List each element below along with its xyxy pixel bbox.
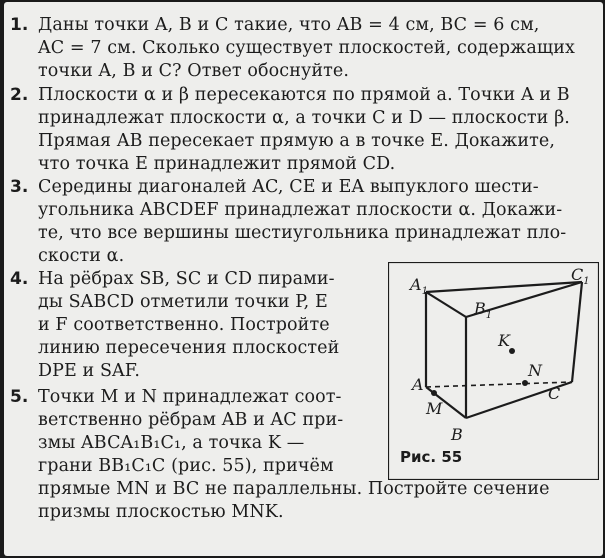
label-k: K	[498, 331, 510, 350]
label-b1: $B_1$	[474, 299, 493, 321]
problem-2	[10, 84, 570, 176]
label-c: C	[548, 384, 561, 403]
label-c1: $C_1$	[571, 265, 590, 287]
problem-number: 1.	[10, 15, 29, 35]
edge-a1c1	[426, 282, 582, 292]
problem-4	[10, 268, 339, 383]
problem-number: 2.	[10, 85, 29, 105]
problem-line: ды SABCD отметили точки P, E	[38, 292, 328, 312]
edge-a1b1	[426, 292, 466, 317]
label-n: N	[528, 361, 542, 380]
problem-number: 4.	[10, 269, 29, 289]
problem-line: те, что все вершины шестиугольника принадлежат пло-	[38, 223, 567, 243]
problem-number: 5.	[10, 387, 29, 407]
problem-line: Точки M и N принадлежат соот-	[38, 387, 342, 407]
problem-line: Даны точки A, B и C такие, что AB = 4 см, BC = 6 см,	[38, 15, 540, 35]
label-a1: $A_1$	[410, 275, 428, 297]
problem-line: точки A, B и C? Ответ обоснуйте.	[38, 61, 350, 81]
label-a: A	[412, 375, 424, 394]
problem-line: Прямая AB пересекает прямую a в точке E. Докажите,	[38, 131, 555, 151]
problem-line: AC = 7 см. Сколько существует плоскостей, содержащих	[38, 38, 575, 58]
problem-line: прямые MN и BC не параллельны. Постройте сечение	[38, 479, 550, 499]
problem-line: угольника ABCDEF принадлежат плоскости α. Докажи-	[38, 200, 563, 220]
edge-cc1	[572, 282, 582, 382]
figure-caption: Рис. 55	[400, 448, 463, 466]
problem-line: призмы плоскостью MNK.	[38, 502, 284, 522]
label-m: M	[426, 399, 443, 418]
problem-line: Середины диагоналей AC, CE и EA выпуклого шести-	[38, 177, 539, 197]
problem-line: DPE и SAF.	[38, 361, 140, 381]
problem-line: принадлежат плоскости α, а точки C и D — плоскости β.	[38, 108, 570, 128]
problem-number: 3.	[10, 177, 29, 197]
problem-line: скости α.	[38, 246, 125, 266]
textbook-page	[4, 2, 603, 556]
problem-line: На рёбрах SB, SC и CD пирами-	[38, 269, 335, 289]
point-n	[522, 380, 528, 386]
problem-line: грани BB₁C₁C (рис. 55), причём	[38, 456, 334, 476]
problem-line: Плоскости α и β пересекаются по прямой a. Точки A и B	[38, 85, 570, 105]
figure-frame	[389, 263, 599, 480]
problem-line: что точка E принадлежит прямой CD.	[38, 154, 396, 174]
label-b: B	[451, 425, 463, 444]
point-m	[431, 390, 437, 396]
problem-1	[10, 14, 575, 83]
problem-3	[10, 176, 566, 268]
problem-line: и F соответственно. Постройте	[38, 315, 330, 335]
problem-line: линию пересечения плоскостей	[38, 338, 340, 358]
problem-line: ветственно рёбрам AB и AC при-	[38, 410, 344, 430]
problem-line: змы ABCA₁B₁C₁, а точка K —	[38, 433, 305, 453]
